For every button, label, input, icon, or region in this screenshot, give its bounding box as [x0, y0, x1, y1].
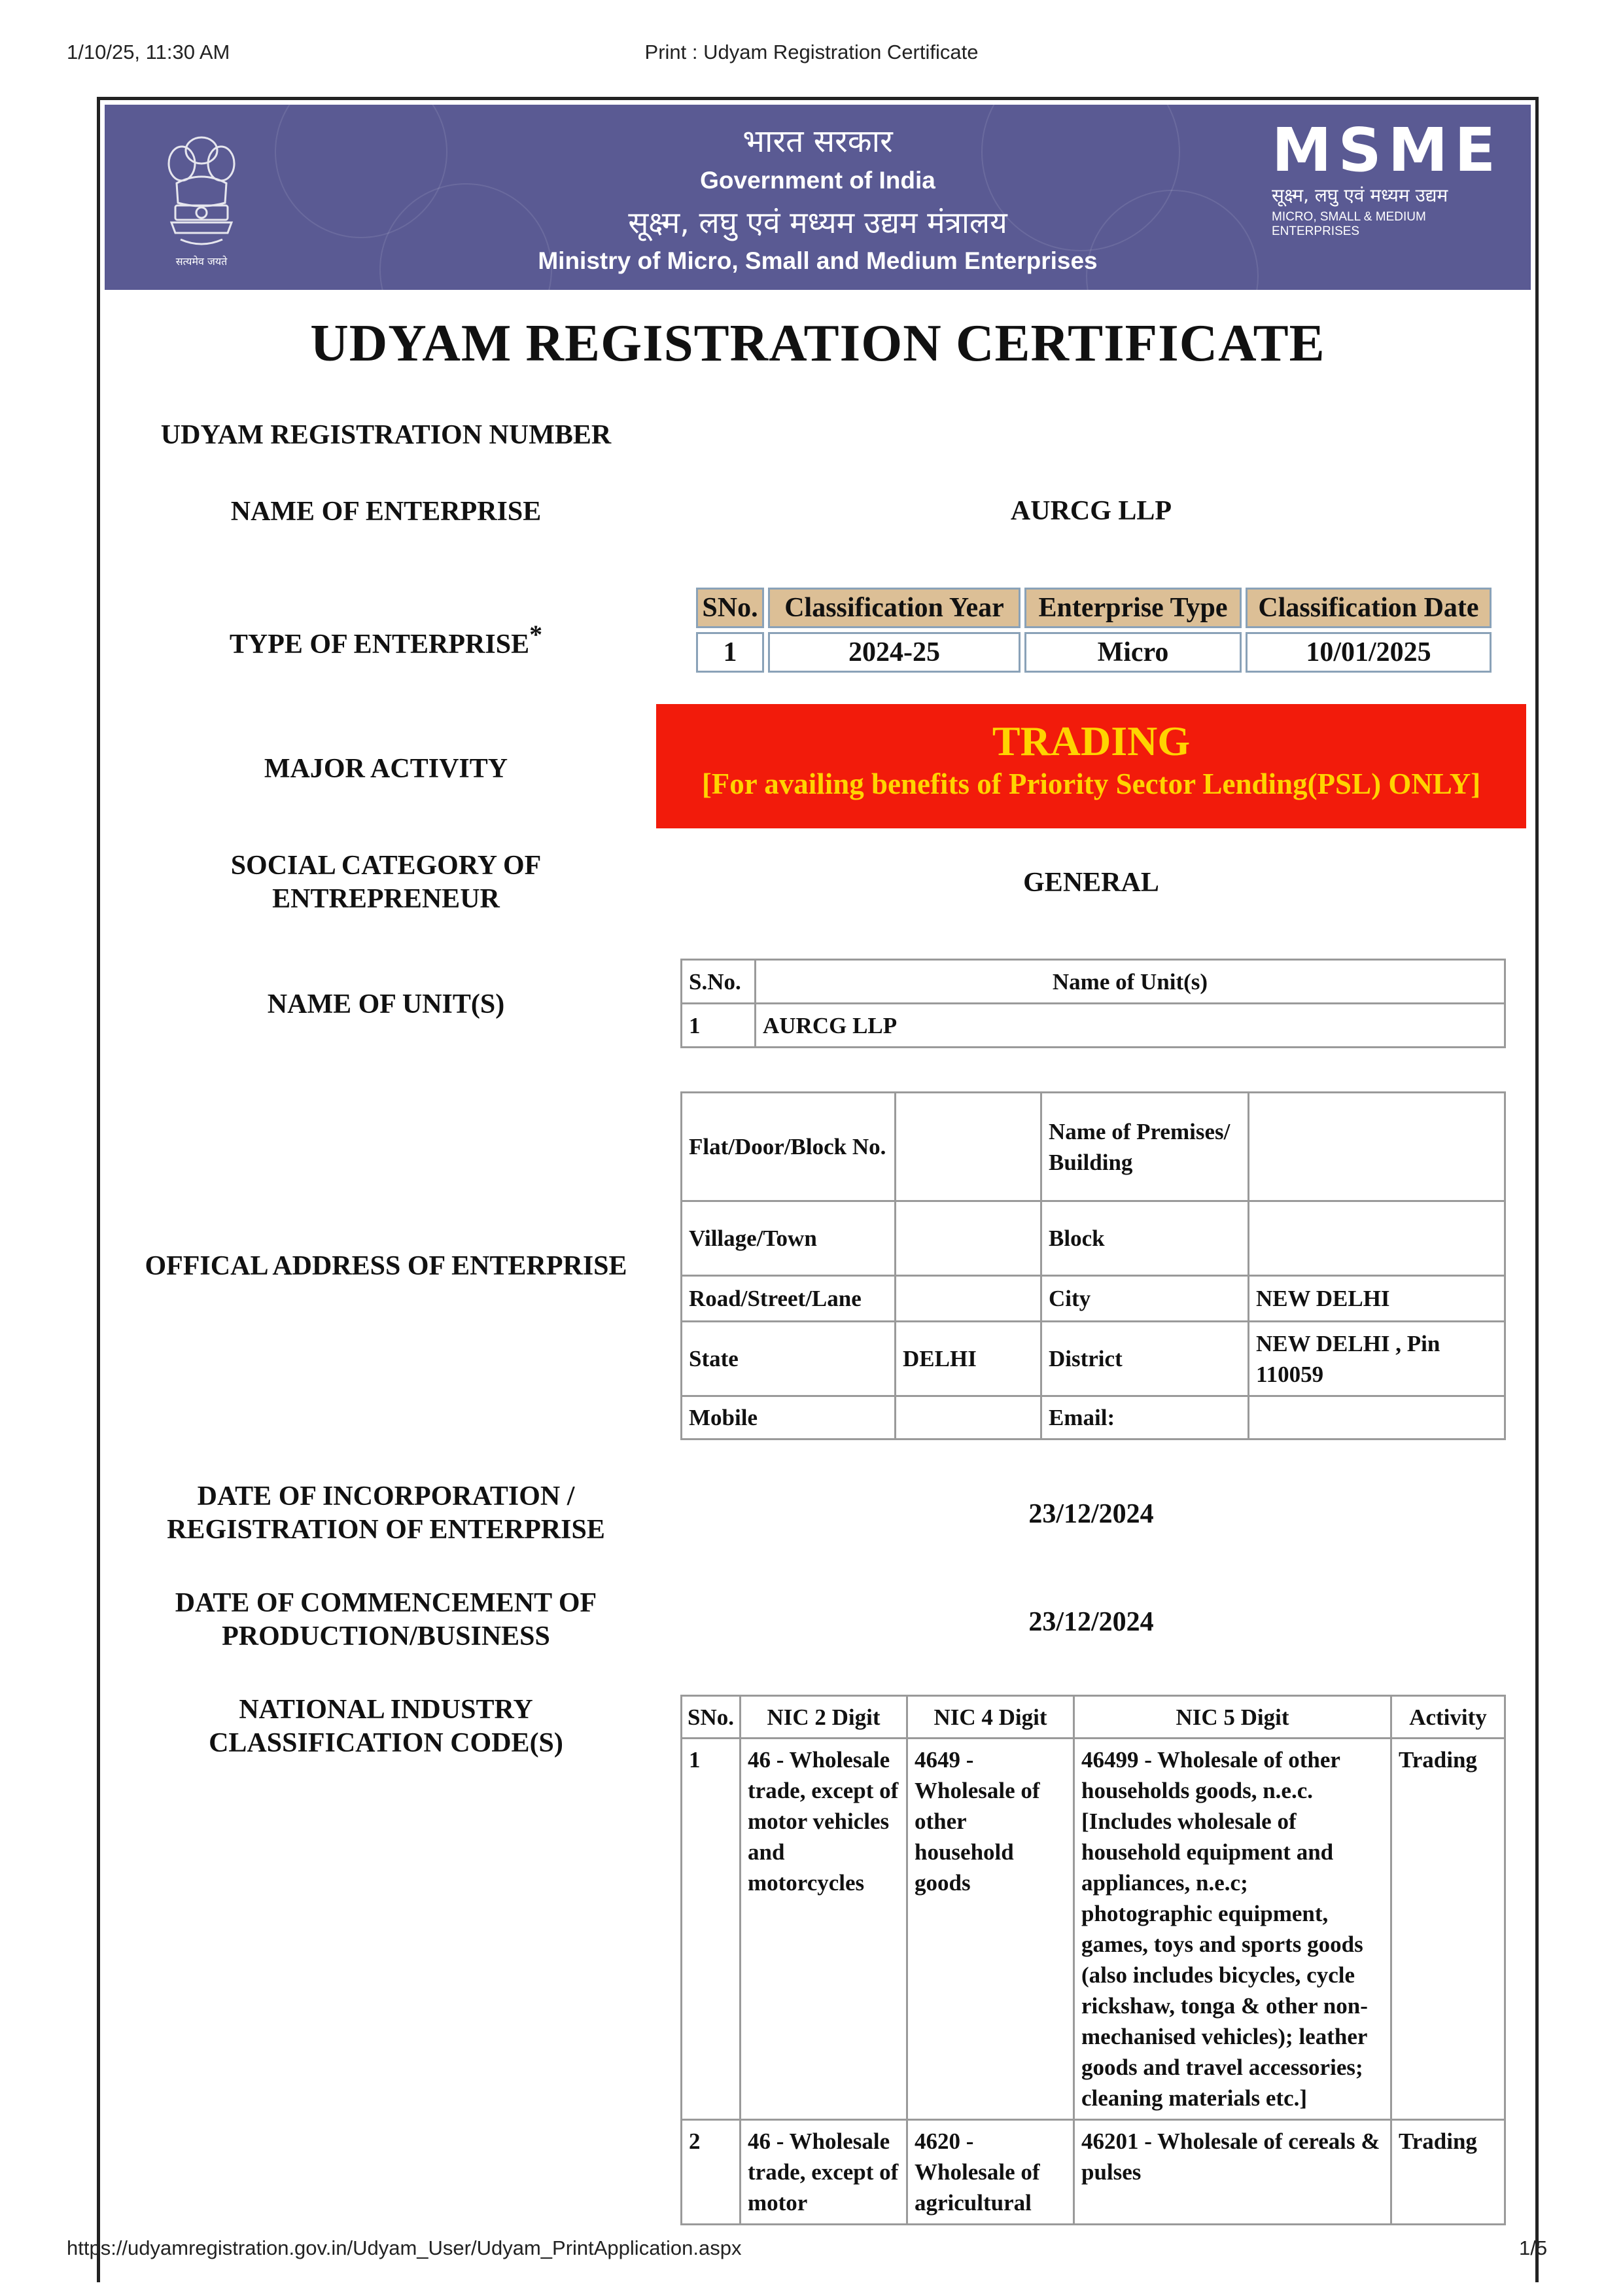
address-city-value: NEW DELHI	[1249, 1276, 1505, 1322]
address-district-label: District	[1041, 1322, 1249, 1396]
table-row	[682, 1004, 1505, 1048]
address-flat-label: Flat/Door/Block No.	[682, 1093, 896, 1201]
address-district-value: NEW DELHI , Pin 110059	[1249, 1322, 1505, 1396]
msme-logo-subtitle: MICRO, SMALL & MEDIUM ENTERPRISES	[1272, 210, 1426, 238]
type-label-text: TYPE OF ENTERPRISE	[229, 629, 530, 660]
address-flat-value	[896, 1093, 1041, 1201]
social-category-label	[105, 849, 667, 916]
incorporation-label-line2: REGISTRATION OF ENTERPRISE	[167, 1515, 605, 1545]
major-activity-box	[656, 704, 1526, 828]
commencement-label-line2: PRODUCTION/BUSINESS	[222, 1621, 550, 1651]
banner-ministry-english: Ministry of Micro, Small and Medium Enterprises	[538, 247, 1098, 274]
address-village-value	[896, 1201, 1041, 1276]
incorporation-label-line1: DATE OF INCORPORATION /	[197, 1481, 575, 1511]
print-page-number: 1/5	[1519, 2236, 1548, 2259]
nic-label	[105, 1693, 667, 1760]
nic-row2-sno: 2	[682, 2120, 741, 2225]
nic-row2-activity: Trading	[1391, 2120, 1505, 2225]
address-email-label: Email:	[1041, 1396, 1249, 1439]
emblem-motto: सत्यमेव जयते	[175, 255, 228, 268]
nic-label-line1: NATIONAL INDUSTRY	[239, 1695, 533, 1725]
address-road-value	[896, 1276, 1041, 1322]
address-premises-label: Name of Premises/ Building	[1041, 1093, 1249, 1201]
social-category-value: GENERAL	[1023, 868, 1159, 898]
units-header-sno: S.No.	[682, 960, 756, 1004]
nic-row1-nic2: 46 - Wholesale trade, except of motor vehicles and motorcycles	[741, 1739, 907, 2120]
address-label: OFFICAL ADDRESS OF ENTERPRISE	[145, 1251, 627, 1281]
type-header-year: Classification Year	[768, 588, 1021, 628]
social-category-label-line1: SOCIAL CATEGORY OF	[230, 851, 542, 881]
type-header-date: Classification Date	[1246, 588, 1492, 628]
certificate-title: UDYAM REGISTRATION CERTIFICATE	[310, 313, 1325, 372]
nic-header-nic5: NIC 5 Digit	[1074, 1696, 1391, 1739]
units-cell-sno: 1	[682, 1004, 756, 1048]
print-datetime: 1/10/25, 11:30 AM	[67, 41, 230, 63]
address-premises-value	[1249, 1093, 1505, 1201]
address-table	[680, 1091, 1506, 1440]
reg-number-label: UDYAM REGISTRATION NUMBER	[160, 420, 612, 450]
address-email-value	[1249, 1396, 1505, 1439]
nic-row1-nic5: 46499 - Wholesale of other households goods, n.e.c. [Includes wholesale of household equipment and appliances, n.e.c; photographic equipment, games, toys and sports goods (also includes bicycles, cycle rickshaw, tonga & other non-mechanised vehicles); leather goods and travel accessories; cleaning materials etc.]	[1074, 1739, 1391, 2120]
commencement-label	[105, 1587, 667, 1653]
address-mobile-label: Mobile	[682, 1396, 896, 1439]
nic-header-activity: Activity	[1391, 1696, 1505, 1739]
address-state-value: DELHI	[896, 1322, 1041, 1396]
nic-label-line2: CLASSIFICATION CODE(S)	[209, 1728, 563, 1758]
table-row	[682, 1739, 1505, 2120]
address-block-label: Block	[1041, 1201, 1249, 1276]
type-of-enterprise-label	[105, 618, 667, 662]
banner-hindi-gov: भारत सरकार	[742, 123, 893, 160]
address-mobile-value	[896, 1396, 1041, 1439]
nic-row1-sno: 1	[682, 1739, 741, 2120]
type-cell-year: 2024-25	[768, 632, 1021, 673]
nic-header-sno: SNo.	[682, 1696, 741, 1739]
incorporation-date: 23/12/2024	[1028, 1499, 1154, 1529]
type-asterisk: *	[529, 620, 543, 649]
print-url: https://udyamregistration.gov.in/Udyam_User/Udyam_PrintApplication.aspx	[67, 2236, 742, 2259]
units-table	[680, 959, 1506, 1048]
address-block-value	[1249, 1201, 1505, 1276]
type-header-type: Enterprise Type	[1024, 588, 1242, 628]
major-activity-value: TRADING	[992, 718, 1191, 764]
msme-logo-word: MSME	[1272, 115, 1503, 185]
nic-table	[680, 1695, 1506, 2225]
address-village-label: Village/Town	[682, 1201, 896, 1276]
units-cell-name: AURCG LLP	[756, 1004, 1505, 1048]
print-page-title: Print : Udyam Registration Certificate	[644, 41, 979, 63]
nic-row1-activity: Trading	[1391, 1739, 1505, 2120]
commencement-label-line1: DATE OF COMMENCEMENT OF	[175, 1588, 597, 1618]
major-activity-note: [For availing benefits of Priority Sector Lending(PSL) ONLY]	[701, 768, 1481, 800]
type-header-sno: SNo.	[696, 588, 764, 628]
government-banner	[105, 105, 1531, 290]
units-label: NAME OF UNIT(S)	[267, 989, 505, 1019]
commencement-date: 23/12/2024	[1028, 1607, 1154, 1637]
nic-header-nic2: NIC 2 Digit	[741, 1696, 907, 1739]
banner-hindi-ministry: सूक्ष्म, लघु एवं मध्यम उद्यम मंत्रालय	[628, 205, 1007, 240]
enterprise-name: AURCG LLP	[1010, 496, 1172, 526]
address-city-label: City	[1041, 1276, 1249, 1322]
type-cell-date: 10/01/2025	[1246, 632, 1492, 673]
type-cell-type: Micro	[1024, 632, 1242, 673]
type-cell-sno: 1	[696, 632, 764, 673]
nic-row2-nic5: 46201 - Wholesale of cereals & pulses	[1074, 2120, 1391, 2225]
enterprise-name-label: NAME OF ENTERPRISE	[230, 497, 542, 527]
enterprise-type-table	[692, 584, 1495, 677]
nic-header-nic4: NIC 4 Digit	[907, 1696, 1074, 1739]
nic-row2-nic2: 46 - Wholesale trade, except of motor	[741, 2120, 907, 2225]
incorporation-label	[105, 1480, 667, 1547]
nic-table-clip	[680, 1695, 1508, 2236]
msme-logo	[1272, 115, 1503, 239]
major-activity-label: MAJOR ACTIVITY	[264, 754, 508, 784]
banner-gov-english: Government of India	[700, 167, 935, 194]
units-header-name: Name of Unit(s)	[756, 960, 1505, 1004]
address-road-label: Road/Street/Lane	[682, 1276, 896, 1322]
social-category-label-line2: ENTREPRENEUR	[272, 884, 500, 914]
table-row	[682, 2120, 1505, 2225]
nic-row1-nic4: 4649 - Wholesale of other household goods	[907, 1739, 1074, 2120]
address-state-label: State	[682, 1322, 896, 1396]
msme-logo-hindi: सूक्ष्म, लघु एवं मध्यम उद्यम	[1272, 185, 1448, 206]
nic-row2-nic4: 4620 - Wholesale of agricultural	[907, 2120, 1074, 2225]
